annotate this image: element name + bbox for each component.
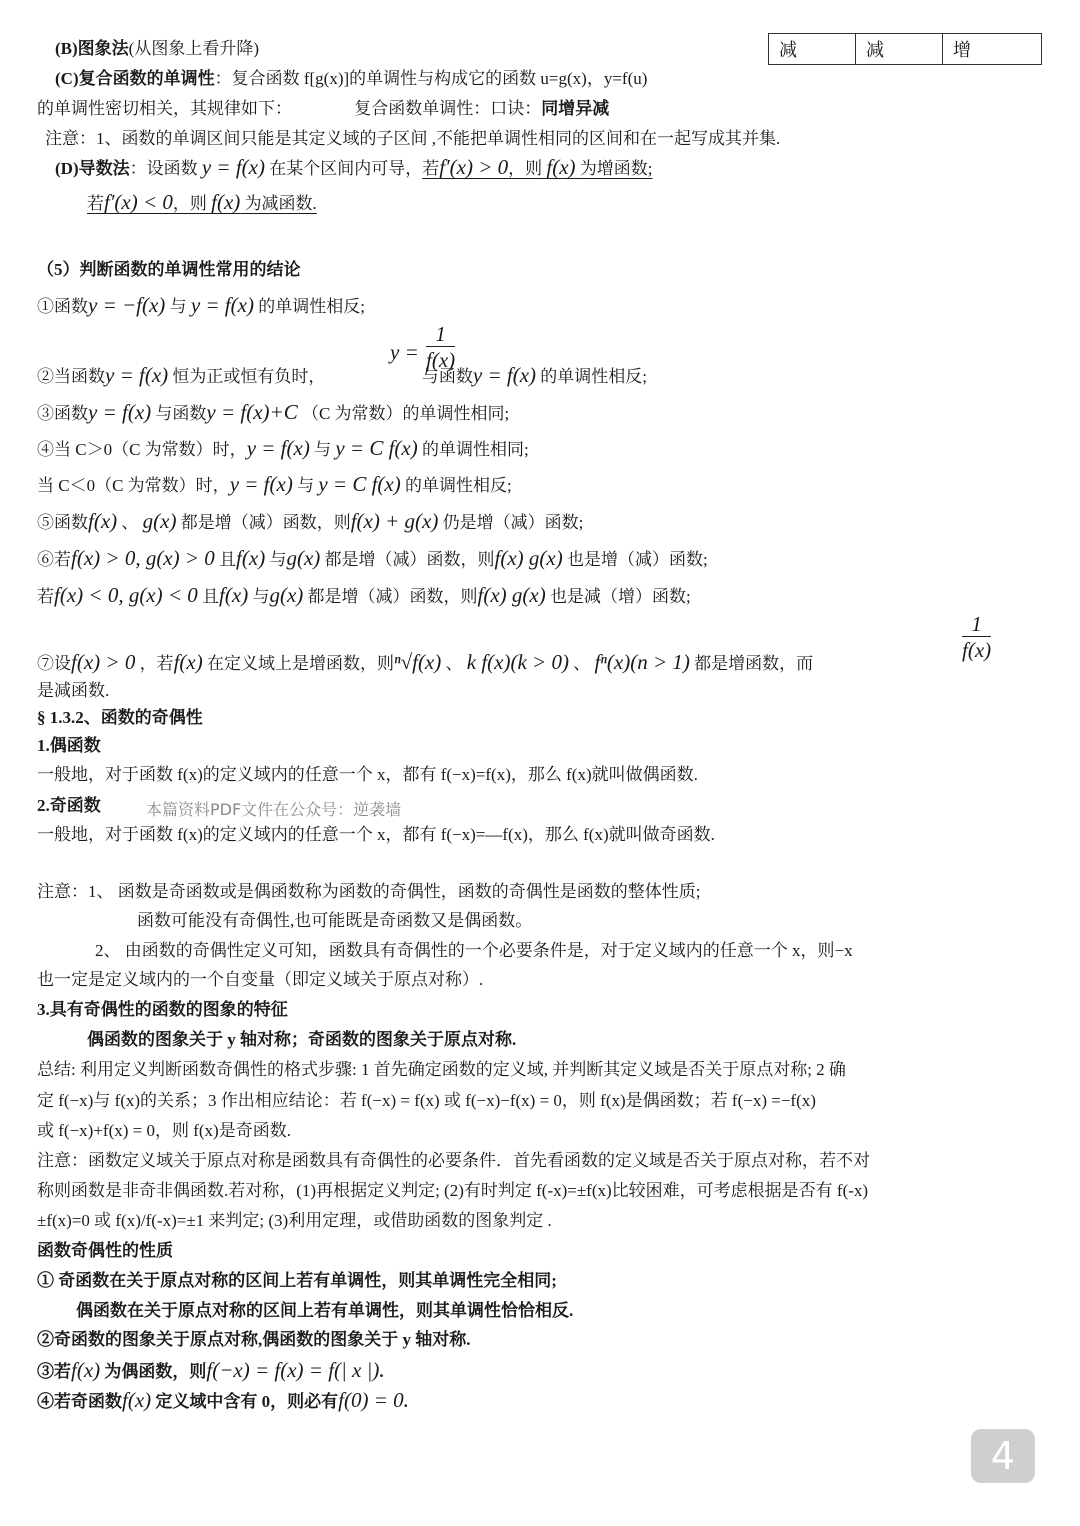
method-b-text: (从图象上看升降) bbox=[128, 39, 259, 58]
even-definition: 一般地，对于函数 f(x)的定义域内的任意一个 x，都有 f(−x)=f(x)，那么 f(x)就叫做偶函数. bbox=[37, 765, 698, 784]
method-d-cond: 若f′(x) > 0，则 f(x) 为增函数; bbox=[422, 155, 653, 179]
method-c-line-2 bbox=[37, 97, 609, 121]
method-b-line bbox=[55, 37, 259, 61]
method-c-line bbox=[55, 67, 647, 91]
image-feature-heading: 3.具有奇偶性的函数的图象的特征 bbox=[37, 1000, 288, 1019]
method-d-text: 在某个区间内可导， bbox=[269, 159, 423, 178]
section-heading-132: § 1.3.2、函数的奇偶性 bbox=[37, 708, 203, 727]
rule-4b: 当 C＜0（C 为常数）时，y = f(x) 与 y = C f(x) 的单调性相反; bbox=[37, 472, 512, 496]
table-cell: 减 bbox=[856, 34, 943, 65]
method-c-text-2: 的单调性密切相关，其规律如下： bbox=[37, 99, 292, 118]
rule-7: ⑦设f(x) > 0 ，若f(x) 在定义域上是增函数，则ⁿ√f(x) 、 k f(x)(k > 0) 、 fⁿ(x)(n > 1) 都是增函数，而 bbox=[37, 650, 814, 674]
odd-heading: 2.奇函数 bbox=[37, 796, 101, 815]
rule-5: ⑤函数f(x) 、 g(x) 都是增（减）函数，则f(x) + g(x) 仍是增（减）函数; bbox=[37, 509, 584, 533]
note-3c: ±f(x)=0 或 f(x)/f(-x)=±1 来判定; (3)利用定理，或借助函数的图象判定 . bbox=[37, 1211, 552, 1230]
method-d-line bbox=[55, 155, 653, 181]
prop-2: ②奇函数的图象关于原点对称,偶函数的图象关于 y 轴对称. bbox=[37, 1330, 471, 1349]
prop-4: ④若奇函数f(x) 定义域中含有 0，则必有f(0) = 0. bbox=[37, 1388, 408, 1412]
note-2c: 2、 由函数的奇偶性定义可知，函数具有奇偶性的一个必要条件是，对于定义域内的任意一个 x，则−x bbox=[95, 941, 853, 960]
fraction-1-over-fx-2: $\frac{1}{f(x)}$ bbox=[962, 612, 992, 662]
method-d-text: ：设函数 bbox=[129, 159, 198, 178]
monotonicity-table bbox=[768, 33, 1042, 65]
math-expr: y = f(x) bbox=[201, 155, 265, 179]
note-3b: 称则函数是非奇非偶函数.若对称，(1)再根据定义判定; (2)有时判定 f(-x)=±f(x)比较困难，可考虑根据是否有 f(-x) bbox=[37, 1181, 869, 1200]
note-1: 注意：1、函数的单调区间只能是其定义域的子区间 ,不能把单调性相同的区间和在一起写成其并集. bbox=[45, 129, 781, 148]
method-d-line-2 bbox=[87, 190, 317, 216]
summary-line-3: 或 f(−x)+f(x) = 0，则 f(x)是奇函数. bbox=[37, 1121, 291, 1140]
summary-line-1: 总结: 利用定义判断函数奇偶性的格式步骤: 1 首先确定函数的定义域, 并判断其定义域是否关于原点对称; 2 确 bbox=[37, 1060, 846, 1079]
note-2d: 也一定是定义域内的一个自变量（即定义域关于原点对称）. bbox=[37, 970, 484, 989]
method-c-text: ：复合函数 f[g(x)]的单调性与构成它的函数 u=g(x)，y=f(u) bbox=[214, 69, 648, 88]
method-c-label: (C)复合函数的单调性 bbox=[55, 69, 215, 88]
rule-6b: 若f(x) < 0, g(x) < 0 且f(x) 与g(x) 都是增（减）函数，则f(x) g(x) 也是减（增）函数; bbox=[37, 583, 691, 607]
image-feature-text: 偶函数的图象关于 y 轴对称；奇函数的图象关于原点对称. bbox=[87, 1030, 517, 1049]
watermark-text: 本篇资料PDF文件在公众号：逆袭墙 bbox=[146, 800, 402, 819]
note-2b: 函数可能没有奇偶性,也可能既是奇函数又是偶函数。 bbox=[137, 911, 533, 930]
page-number-badge: 4 bbox=[971, 1429, 1035, 1483]
prop-3: ③若f(x) 为偶函数，则f(−x) = f(x) = f(| x |). bbox=[37, 1358, 384, 1382]
odd-definition: 一般地，对于函数 f(x)的定义域内的任意一个 x，都有 f(−x)=—f(x)，那么 f(x)就叫做奇函数. bbox=[37, 825, 715, 844]
method-c-rule: 复合函数单调性：口诀： bbox=[354, 99, 542, 118]
prop-1b: 偶函数在关于原点对称的区间上若有单调性，则其单调性恰恰相反. bbox=[76, 1301, 574, 1320]
section-5-heading: （5）判断函数的单调性常用的结论 bbox=[37, 260, 301, 279]
props-heading: 函数奇偶性的性质 bbox=[37, 1241, 173, 1260]
summary-line-2: 定 f(−x)与 f(x)的关系；3 作出相应结论：若 f(−x) = f(x) 或 f(−x)−f(x) = 0，则 f(x)是偶函数；若 f(−x) =−f(x) bbox=[37, 1091, 816, 1110]
prop-1a: ① 奇函数在关于原点对称的区间上若有单调性，则其单调性完全相同; bbox=[37, 1271, 557, 1290]
method-c-mnemonic: 同增异减 bbox=[541, 99, 610, 118]
note-3a: 注意：函数定义域关于原点对称是函数具有奇偶性的必要条件．首先看函数的定义域是否关于原点对称，若不对 bbox=[37, 1151, 870, 1170]
even-heading: 1.偶函数 bbox=[37, 736, 101, 755]
table-cell: 减 bbox=[769, 34, 856, 65]
method-d-label: (D)导数法 bbox=[55, 159, 130, 178]
rule-7-end: 是减函数. bbox=[37, 681, 110, 700]
method-d-cond-2: 若f′(x) < 0，则 f(x) 为减函数. bbox=[87, 190, 317, 214]
rule-1: ①函数y = −f(x) 与 y = f(x) 的单调性相反; bbox=[37, 293, 365, 317]
rule-4: ④当 C＞0（C 为常数）时，y = f(x) 与 y = C f(x) 的单调性相同; bbox=[37, 436, 529, 460]
rule-6: ⑥若f(x) > 0, g(x) > 0 且f(x) 与g(x) 都是增（减）函数，则f(x) g(x) 也是增（减）函数; bbox=[37, 546, 708, 570]
rule-3: ③函数y = f(x) 与函数y = f(x)+C （C 为常数）的单调性相同; bbox=[37, 400, 510, 424]
method-b-label: (B)图象法 bbox=[55, 39, 129, 58]
table-cell: 增 bbox=[943, 34, 1042, 65]
rule-2: ②当函数y = f(x) 恒为正或恒有负时， 与函数y = f(x) 的单调性相反; bbox=[37, 363, 648, 387]
note-2a: 注意：1、 函数是奇函数或是偶函数称为函数的奇偶性，函数的奇偶性是函数的整体性质; bbox=[37, 882, 701, 901]
fraction-1-over-fx: y = $\frac{1}{f(x)}$ bbox=[390, 322, 456, 372]
